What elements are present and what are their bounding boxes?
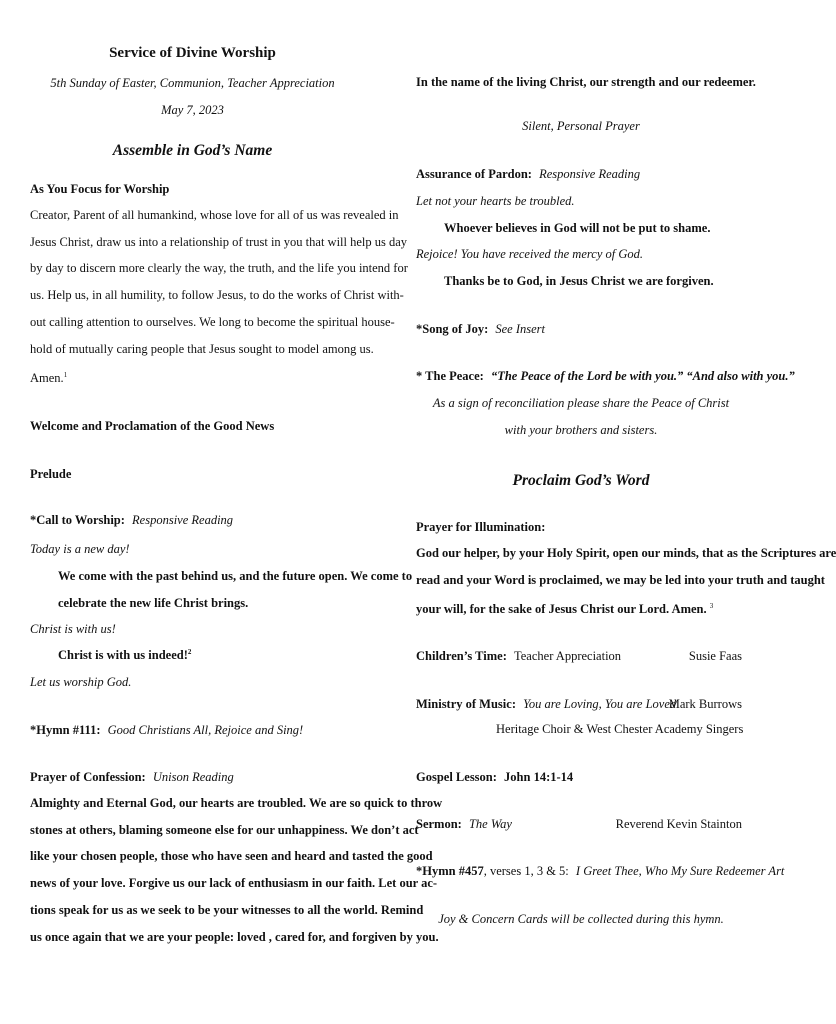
confession-heading: [30, 771, 234, 785]
childrens-time: [416, 650, 621, 664]
illumination-line: God our helper, by your Holy Spirit, open our minds, that as the Scriptures are: [416, 546, 836, 560]
welcome-heading: Welcome and Proclamation of the Good News: [30, 419, 275, 433]
confession-line: Almighty and Eternal God, our hearts are troubled. We are so quick to throw: [30, 796, 443, 810]
confession-label: Prayer of Confession:: [30, 770, 146, 784]
confession-line: news of your love. Forgive us our lack of enthusiasm in our faith. Let our ac-: [30, 876, 438, 891]
peace-note-2: with your brothers and sisters.: [504, 423, 658, 437]
pardon-leader-2: Rejoice! You have received the mercy of God.: [416, 247, 643, 261]
footnote-marker: 3: [709, 602, 714, 611]
hymn-1-label: *Hymn #111:: [30, 723, 101, 737]
hymn-2-title: I Greet Thee, Who My Sure Redeemer Art: [575, 864, 785, 878]
ministry-of-music: [416, 698, 676, 712]
gospel-lesson: [416, 771, 573, 785]
focus-line: by day to discern more clearly the way, the truth, and the life you intend for: [30, 261, 408, 276]
song-label: *Song of Joy:: [416, 322, 489, 336]
focus-line: hold of mutually caring people that Jesus sought to model among us.: [30, 341, 374, 356]
footnote-marker: 2: [187, 648, 192, 656]
focus-line: Jesus Christ, draw us into a relationship of trust in you that will help us day: [30, 234, 408, 249]
focus-heading: As You Focus for Worship: [30, 182, 170, 196]
confession-closing: In the name of the living Christ, our strength and our redeemer.: [416, 75, 756, 89]
silent-prayer: Silent, Personal Prayer: [522, 119, 640, 133]
prelude-heading: Prelude: [30, 467, 72, 481]
peace-note-1: As a sign of reconciliation please share the Peace of Christ: [432, 396, 730, 410]
music-composer: Mark Burrows: [668, 697, 742, 711]
hymn-1-title: Good Christians All, Rejoice and Sing!: [107, 723, 304, 737]
section-heading-assemble: Assemble in God’s Name: [112, 142, 273, 159]
footnote-marker: 1: [63, 371, 68, 380]
peace-text: “The Peace of the Lord be with you.” “And also with you.”: [490, 369, 795, 383]
focus-line: Creator, Parent of all humankind, whose love for all of us was revealed in: [30, 208, 399, 222]
confession-type: Unison Reading: [152, 770, 234, 784]
section-heading-proclaim: Proclaim God’s Word: [512, 472, 650, 489]
hymn-2-label: *Hymn #457: [416, 864, 484, 878]
pardon-response-1: Whoever believes in God will not be put to shame.: [444, 221, 711, 235]
confession-line: tions speak for us as we seek to be your witnesses to all the world. Remind: [30, 902, 424, 917]
confession-line: us once again that we are your people: loved , cared for, and forgiven by you.: [30, 929, 439, 944]
pardon-heading: [416, 168, 640, 182]
illumination-line: your will, for the sake of Jesus Christ our Lord. Amen.: [416, 602, 707, 617]
pardon-response-2: Thanks be to God, in Jesus Christ we are forgiven.: [444, 274, 714, 288]
music-title: You are Loving, You are Loved: [523, 697, 677, 711]
children-label: Children’s Time:: [416, 649, 507, 663]
call-leader-3: Let us worship God.: [30, 675, 132, 689]
call-response-2: [58, 649, 191, 663]
peace-label: * The Peace:: [416, 369, 484, 383]
hymn-457: [416, 865, 784, 879]
call-to-worship: [30, 514, 233, 528]
sermon-title: The Way: [468, 817, 512, 831]
pardon-leader-1: Let not your hearts be troubled.: [416, 194, 575, 208]
sermon: [416, 818, 512, 832]
focus-amen: Amen.: [30, 371, 64, 386]
song-of-joy: [416, 323, 545, 337]
call-response-1b: celebrate the new life Christ brings.: [58, 596, 249, 610]
call-type: Responsive Reading: [132, 513, 234, 527]
illumination-prayer: [416, 540, 836, 623]
children-leader: Susie Faas: [688, 649, 742, 663]
hymn-111: [30, 724, 303, 738]
song-value: See Insert: [495, 322, 545, 336]
peace: [416, 370, 795, 384]
service-title: Service of Divine Worship: [109, 45, 276, 61]
music-label: Ministry of Music:: [416, 697, 516, 711]
focus-line: out calling attention to ourselves. We long to become the spiritual house-: [30, 314, 395, 329]
sermon-label: Sermon:: [416, 817, 462, 831]
call-leader-1: Today is a new day!: [30, 542, 130, 556]
hymn-2-verses: , verses 1, 3 & 5:: [483, 864, 569, 878]
confession-line: like your chosen people, those who have seen and heard and tasted the good: [30, 849, 433, 864]
pardon-type: Responsive Reading: [539, 167, 641, 181]
call-leader-2: Christ is with us!: [30, 622, 116, 636]
illumination-heading: Prayer for Illumination:: [416, 520, 546, 534]
gospel-label: Gospel Lesson:: [416, 770, 497, 784]
focus-line: us. Help us, in all humility, to follow Jesus, to do the works of Christ with-: [30, 288, 404, 303]
confession-line: stones at others, blaming someone else for our unhappiness. We don’t act: [30, 822, 419, 837]
call-response-1a: We come with the past behind us, and the future open. We come to: [58, 569, 413, 583]
cards-note: Joy & Concern Cards will be collected during this hymn.: [438, 912, 724, 926]
sermon-preacher: Reverend Kevin Stainton: [615, 817, 742, 831]
call-response-2-text: Christ is with us indeed!: [58, 648, 188, 663]
illumination-line: read and your Word is proclaimed, we may be led into your truth and taught: [416, 572, 825, 587]
confession-prayer: [30, 790, 442, 950]
music-performers: Heritage Choir & West Chester Academy Singers: [496, 722, 744, 736]
focus-prayer: [30, 202, 408, 392]
service-subtitle: 5th Sunday of Easter, Communion, Teacher Appreciation: [50, 76, 335, 90]
gospel-value: John 14:1-14: [504, 770, 574, 784]
service-date: May 7, 2023: [161, 103, 224, 117]
children-value: Teacher Appreciation: [514, 649, 622, 663]
call-label: *Call to Worship:: [30, 513, 125, 527]
pardon-label: Assurance of Pardon:: [416, 167, 532, 181]
